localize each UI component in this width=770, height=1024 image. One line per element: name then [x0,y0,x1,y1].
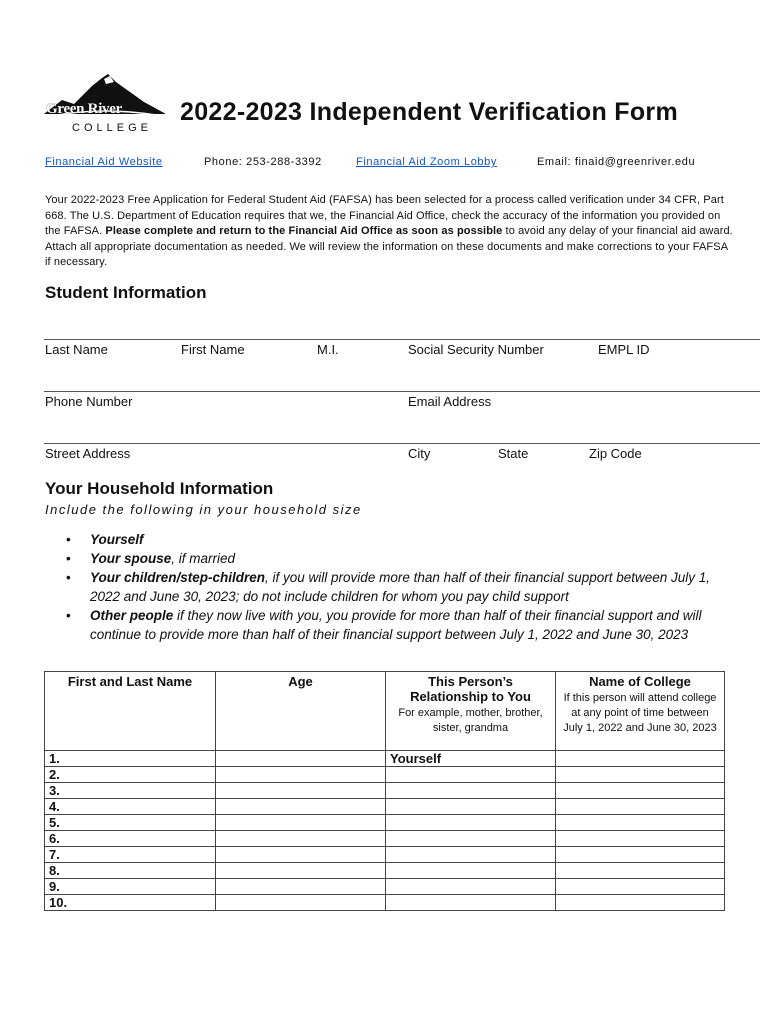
state-field[interactable]: State [498,446,529,461]
row-college-cell[interactable] [556,751,725,767]
row-relationship-cell[interactable] [386,815,556,831]
row-name-cell[interactable]: 4. [45,799,216,815]
row-college-cell[interactable] [556,815,725,831]
household-heading: Your Household Information [45,479,274,498]
field-line-row-1 [44,339,760,340]
row-age-cell[interactable] [216,895,386,911]
header-relationship-cell [386,672,556,751]
row-name-cell[interactable]: 6. [45,831,216,847]
header-age-cell [216,672,386,751]
household-bullet-list [66,530,726,644]
row-relationship-cell[interactable] [386,783,556,799]
row-age-cell[interactable] [216,815,386,831]
col-name-header: First and Last Name [67,674,193,689]
table-row [45,895,725,911]
row-age-cell[interactable] [216,783,386,799]
page-title: 2022-2023 Independent Verification Form [180,98,678,126]
col-college-sub: If this person will attend college at any point of time between July 1, 2022 and June 30, 2023 [563,692,717,734]
street-address-field[interactable]: Street Address [45,446,131,461]
row-age-cell[interactable] [216,751,386,767]
row-relationship-cell[interactable] [386,799,556,815]
phone-text: Phone: 253-288-3392 [204,156,322,168]
field-line-row-3 [44,443,760,444]
bullet-bold: Your children/step-children [90,570,266,585]
field-line-row-2 [44,391,760,392]
row-name-cell[interactable]: 5. [45,815,216,831]
logo-name: Green River [46,101,122,117]
table-row [45,767,725,783]
table-header-row [45,672,725,751]
row-name-cell[interactable]: 2. [45,767,216,783]
zoom-lobby-link[interactable]: Financial Aid Zoom Lobby [356,156,497,168]
intro-paragraph [45,193,735,271]
intro-text-before: Your 2022-2023 Free Application for Federal Student Aid (FAFSA) has been selected for a process called verification under 34 CFR, Part 668. The U.S. Department of Education requires that we, the Financial Aid Office, check the accuracy of the information you provided on the FAFSA. [45,194,724,237]
table-row [45,863,725,879]
row-name-cell[interactable]: 3. [45,783,216,799]
bullet-spouse [66,549,726,568]
table-row [45,815,725,831]
row-age-cell[interactable] [216,879,386,895]
row-relationship-cell[interactable] [386,879,556,895]
financial-aid-website-link[interactable]: Financial Aid Website [45,156,163,168]
empl-id-field[interactable]: EMPL ID [598,342,650,357]
table-row [45,831,725,847]
col-relationship-sub: For example, mother, brother, sister, grandma [398,707,543,734]
bullet-text: , if you will provide more than half of their financial support between July 1, 2022 and June 30, 2023; do not include children for whom you pay child support [90,570,711,604]
bullet-yourself [66,530,726,549]
row-college-cell[interactable] [556,799,725,815]
intro-text-after: to avoid any delay of your financial aid award. Attach all appropriate documentation as needed. We will review the information on these documents and make corrections to your FAFSA if necessary. [45,225,733,268]
row-relationship-cell[interactable] [386,863,556,879]
row-college-cell[interactable] [556,767,725,783]
zip-code-field[interactable]: Zip Code [589,446,642,461]
bullet-bold: Your spouse [90,551,172,566]
bullet-other-people [66,606,726,644]
row-relationship-cell[interactable] [386,895,556,911]
household-table [44,671,725,911]
bullet-children [66,568,726,606]
header-college-cell [556,672,725,751]
row-age-cell[interactable] [216,863,386,879]
table-row [45,751,725,767]
city-field[interactable]: City [408,446,431,461]
row-name-cell[interactable]: 10. [45,895,216,911]
table-row [45,847,725,863]
bullet-bold: Yourself [90,532,144,547]
row-relationship-cell[interactable]: Yourself [386,751,556,767]
email-address-field[interactable]: Email Address [408,394,492,409]
row-name-cell[interactable]: 7. [45,847,216,863]
last-name-field[interactable]: Last Name [45,342,108,357]
phone-number-field[interactable]: Phone Number [45,394,133,409]
bullet-bold: Other people [90,608,174,623]
row-name-cell[interactable]: 1. [45,751,216,767]
row-name-cell[interactable]: 9. [45,879,216,895]
ssn-field[interactable]: Social Security Number [408,342,544,357]
header-name-cell [45,672,216,751]
email-text: Email: finaid@greenriver.edu [537,156,696,168]
household-subtitle: Include the following in your household size [45,502,362,517]
mi-field[interactable]: M.I. [317,342,339,357]
col-age-header: Age [288,674,313,689]
table-body [45,751,725,911]
row-age-cell[interactable] [216,831,386,847]
table-row [45,879,725,895]
bullet-text: if they now live with you, you provide for more than half of their financial support and will continue to provide more than half of their financial support between July 1, 2022 and June 30, 2023 [90,608,702,642]
logo-college: COLLEGE [72,122,152,134]
row-age-cell[interactable] [216,767,386,783]
intro-bold-text: Please complete and return to the Financial Aid Office as soon as possible [105,225,503,237]
row-college-cell[interactable] [556,895,725,911]
row-name-cell[interactable]: 8. [45,863,216,879]
row-relationship-cell[interactable] [386,847,556,863]
row-college-cell[interactable] [556,831,725,847]
row-college-cell[interactable] [556,847,725,863]
row-college-cell[interactable] [556,879,725,895]
table-row [45,783,725,799]
row-relationship-cell[interactable] [386,767,556,783]
row-college-cell[interactable] [556,783,725,799]
row-college-cell[interactable] [556,863,725,879]
col-college-header: Name of College [589,674,691,689]
col-relationship-header: This Person’s Relationship to You [410,674,531,704]
row-relationship-cell[interactable] [386,831,556,847]
row-age-cell[interactable] [216,799,386,815]
student-info-heading: Student Information [45,283,207,302]
first-name-field[interactable]: First Name [181,342,245,357]
row-age-cell[interactable] [216,847,386,863]
green-river-logo [44,70,166,136]
table-row [45,799,725,815]
bullet-text: , if married [171,551,236,566]
